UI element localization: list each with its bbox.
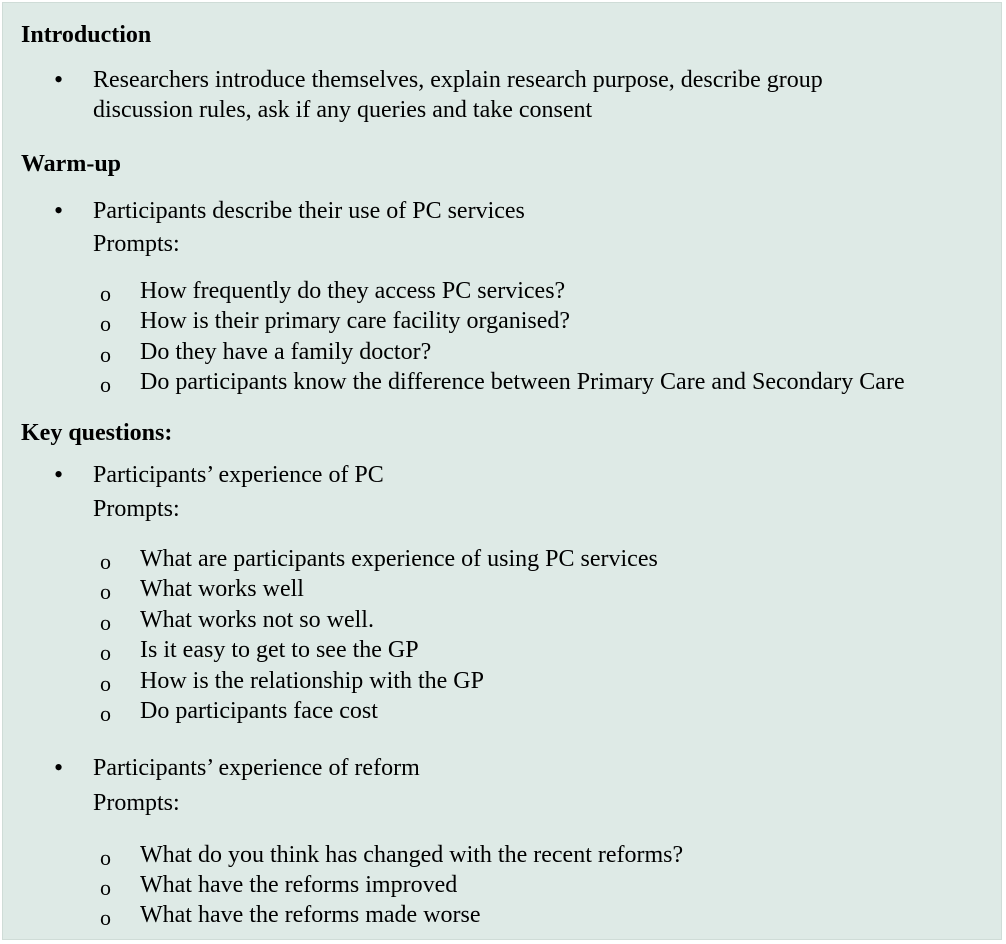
- bullet-icon: •: [54, 753, 64, 782]
- key-question-prompt: What works not so well.: [140, 607, 374, 633]
- sub-bullet-icon: o: [100, 579, 111, 604]
- bullet-icon: •: [54, 196, 64, 225]
- warm-up-prompt: How is their primary care facility organised?: [140, 308, 571, 334]
- key-question-prompt: What are participants experience of using PC services: [140, 546, 658, 572]
- section-heading-key-questions: Key questions:: [21, 420, 173, 446]
- key-question-item: Participants’ experience of PC: [93, 462, 384, 488]
- sub-bullet-icon: o: [100, 311, 111, 336]
- intro-item-line-1: Researchers introduce themselves, explain research purpose, describe group: [93, 67, 823, 93]
- sub-bullet-icon: o: [100, 640, 111, 665]
- warm-up-prompt: Do participants know the difference between Primary Care and Secondary Care: [140, 369, 905, 395]
- prompts-label: Prompts:: [93, 790, 180, 816]
- prompts-label: Prompts:: [93, 231, 180, 257]
- section-heading-warm-up: Warm-up: [21, 151, 122, 177]
- sub-bullet-icon: o: [100, 372, 111, 397]
- sub-bullet-icon: o: [100, 549, 111, 574]
- key-question-prompt: What works well: [140, 576, 304, 602]
- bullet-icon: •: [54, 460, 64, 489]
- key-question-item: Participants’ experience of reform: [93, 755, 420, 781]
- prompts-label: Prompts:: [93, 496, 180, 522]
- sub-bullet-icon: o: [100, 671, 111, 696]
- intro-item-line-2: discussion rules, ask if any queries and take consent: [93, 97, 593, 123]
- warm-up-item: Participants describe their use of PC services: [93, 198, 525, 224]
- key-question-prompt: What do you think has changed with the recent reforms?: [140, 842, 684, 868]
- key-question-prompt: Do participants face cost: [140, 698, 378, 724]
- section-heading-introduction: Introduction: [21, 22, 152, 48]
- key-question-prompt: What have the reforms made worse: [140, 902, 481, 928]
- key-question-prompt: How is the relationship with the GP: [140, 668, 484, 694]
- sub-bullet-icon: o: [100, 701, 111, 726]
- warm-up-prompt: How frequently do they access PC services?: [140, 278, 566, 304]
- key-question-prompt: What have the reforms improved: [140, 872, 458, 898]
- sub-bullet-icon: o: [100, 905, 111, 930]
- key-question-prompt: Is it easy to get to see the GP: [140, 637, 419, 663]
- warm-up-prompt: Do they have a family doctor?: [140, 339, 432, 365]
- sub-bullet-icon: o: [100, 845, 111, 870]
- sub-bullet-icon: o: [100, 281, 111, 306]
- sub-bullet-icon: o: [100, 875, 111, 900]
- bullet-icon: •: [54, 65, 64, 94]
- sub-bullet-icon: o: [100, 610, 111, 635]
- sub-bullet-icon: o: [100, 342, 111, 367]
